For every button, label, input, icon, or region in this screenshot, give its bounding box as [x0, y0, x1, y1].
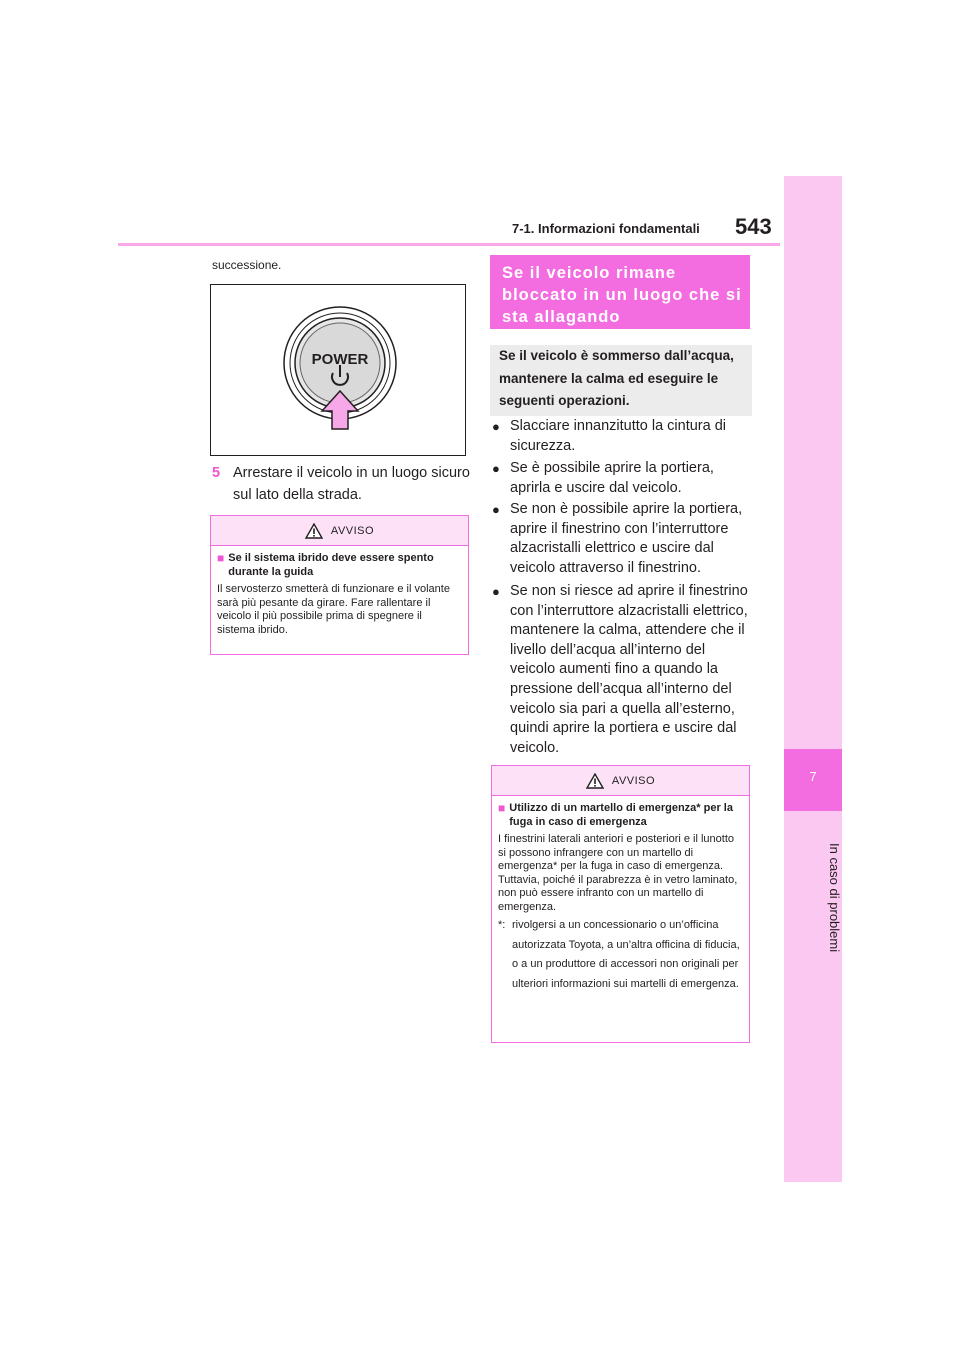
footnote-text: rivolgersi a un concessionario o un’officina autorizzata Toyota, a un’altra officina di fiducia, o a un produttore di accessori non originali per ulteriori informazioni sui martelli di emergenza. — [512, 919, 740, 990]
warning-box-hybrid — [210, 515, 469, 655]
lead-text: successione. — [212, 258, 282, 272]
step-5 — [212, 462, 472, 506]
bullet-dot-icon: ● — [492, 461, 500, 476]
footnote — [498, 916, 743, 994]
power-button-illustration — [211, 285, 465, 455]
intro-text: Se il veicolo è sommerso dall’acqua, mantenere la calma ed eseguire le seguenti operazioni. — [499, 348, 734, 408]
power-label: POWER — [311, 351, 369, 368]
warning-subtitle: ■ Utilizzo di un martello di emergenza* per la fuga in caso di emergenza — [498, 801, 733, 828]
square-bullet-icon: ■ — [498, 801, 506, 815]
header-section-title: 7-1. Informazioni fondamentali — [512, 221, 700, 236]
list-item: ● Slacciare innanzitutto la cintura di sicurezza. — [492, 418, 727, 454]
step-text: Arrestare il veicolo in un luogo sicuro sul lato della strada. — [233, 465, 470, 503]
warning-box-hammer — [491, 765, 750, 1043]
footnote-marker: *: — [498, 919, 506, 931]
list-item: ● Se non si riesce ad aprire il finestrino con l’interruttore alzacristalli elettrico, mantenere la calma, attendere che il livello dell’acqua all’interno del veicolo aumenti fino a quando la pressione dell’acqua all’interno del veicolo sia pari a quella all’esterno, quindi aprire la portiera e uscire dal veicolo. — [492, 583, 748, 756]
list-item: ● Se è possibile aprire la portiera, aprirla e uscire dal veicolo. — [492, 460, 714, 496]
warning-body: Il servosterzo smetterà di funzionare e il volante sarà più pesante da girare. Fare rallentare il veicolo il più possibile prima di spegnere il sistema ibrido. — [217, 583, 450, 636]
warning-triangle-icon — [305, 523, 323, 539]
chapter-number: 7 — [809, 769, 817, 784]
step-number: 5 — [212, 465, 221, 481]
warning-triangle-icon — [586, 773, 604, 789]
warning-heading: AVVISO — [330, 524, 375, 537]
page-number: 543 — [735, 214, 772, 239]
list-item: ● Se non è possibile aprire la portiera, aprire il finestrino con l’interruttore alzacristalli elettrico e uscire dal veicolo attraverso il finestrino. — [492, 501, 743, 576]
square-bullet-icon: ■ — [217, 551, 225, 565]
bullet-dot-icon: ● — [492, 502, 500, 517]
power-button-figure — [210, 284, 466, 456]
bullet-dot-icon: ● — [492, 419, 500, 434]
warning-header — [211, 516, 468, 546]
warning-body: I finestrini laterali anteriori e posteriori e il lunotto si possono infrangere con un martello di emergenza* per la fuga in caso di emergenza. Tuttavia, poiché il parabrezza è in vetro laminato, non può essere infranto con un martello di emergenza. — [498, 833, 738, 913]
bullet-dot-icon: ● — [492, 584, 500, 599]
section-title: Se il veicolo rimane bloccato in un luogo che si sta allagando — [502, 264, 742, 326]
chapter-title: In caso di problemi — [827, 843, 842, 953]
warning-heading: AVVISO — [611, 774, 656, 787]
warning-header — [492, 766, 749, 796]
chapter-side-tab — [784, 176, 842, 1182]
warning-subtitle: ■ Se il sistema ibrido deve essere spento durante la guida — [217, 551, 434, 578]
header-rule — [118, 243, 780, 246]
